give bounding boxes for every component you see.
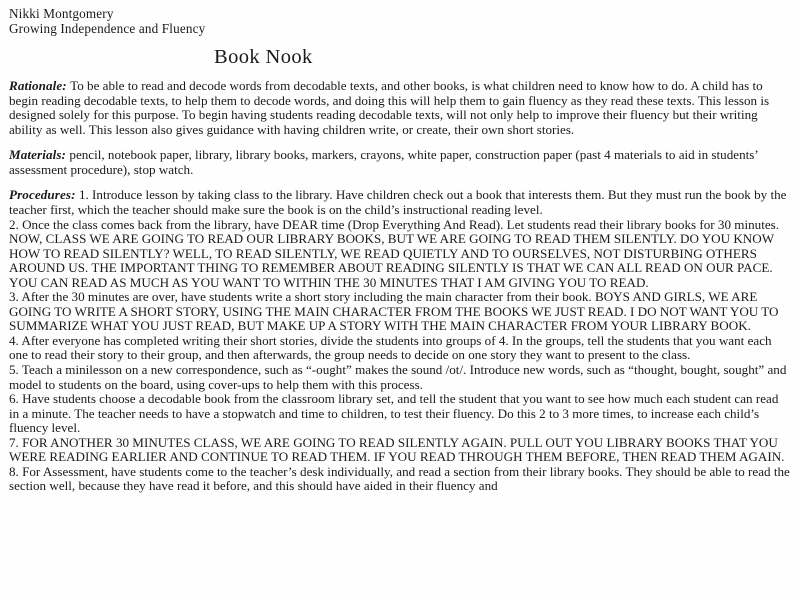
procedures-section [9,188,790,493]
materials-label: Materials: [9,147,67,163]
procedures-list [9,188,790,493]
course-name: Growing Independence and Fluency [9,20,206,36]
procedures-step-8: 8. For Assessment, have students come to the teacher’s desk individually, and read a section from their library books. They should be able to read the section well, because they have read it before, and this should have aided in their fluency and [9,463,790,494]
page-title: Book Nook [214,46,313,69]
author-name: Nikki Montgomery [9,6,114,21]
materials-section [9,148,790,177]
procedures-step-7: 7. FOR ANOTHER 30 MINUTES CLASS, WE ARE GOING TO READ SILENTLY AGAIN. PULL OUT YOU LIBRARY BOOKS THAT YOU WERE READING EARLIER AND CONTINUE TO READ THEM. IF YOU READ THROUGH THEM BEFORE, THEN READ THEM AGAIN. [9,434,785,465]
rationale-body: To be able to read and decode words from decodable texts, and other books, is what children need to know how to do. A child has to begin reading decodable texts, to help them to decode words, and doing this will help them to gain fluency as they read these texts. This lesson is designed solely for this purpose. To begin having students reading decodable texts, will not only help to improve their fluency but their writing ability as well. This lesson also gives guidance with having children write, or create, their own short stories. [9,78,770,137]
rationale-label: Rationale: [9,78,67,94]
procedures-step-1-text: 1. Introduce lesson by taking class to the library. Have children check out a book that interests them. But they must run the book by the teacher first, which the teacher should make sure the book is on the child’s instructional reading level. [9,187,787,218]
procedures-step-6: 6. Have students choose a decodable book from the classroom library set, and tell the student that you want to see how much each student can read in a minute. The teacher needs to have a stopwatch and time to children, to test their fluency. Do this 2 to 3 more times, to increase each child’s fluency level. [9,391,779,436]
procedures-step-2: 2. Once the class comes back from the library, have DEAR time (Drop Everything And Read). Let students read their library books for 30 minutes. NOW, CLASS WE ARE GOING TO READ OUR LIBRARY BOOKS, BUT WE ARE GOING TO READ THEM SILENTLY. DO YOU KNOW HOW TO READ SILENTLY? WELL, TO READ SILENTLY, WE READ QUIETLY AND TO OURSELVES, NOT DISTURBING OTHERS AROUND US. THE IMPORTANT THING TO REMEMBER ABOUT READING SILENTLY IS THAT WE CAN ALL READ ON OUR PACE. YOU CAN READ AS MUCH AS YOU WANT TO WITHIN THE 30 MINUTES THAT I AM GIVING YOU TO READ. [9,216,780,290]
procedures-label: Procedures: [9,187,76,203]
procedures-step-3: 3. After the 30 minutes are over, have students write a short story including the main character from their book. BOYS AND GIRLS, WE ARE GOING TO WRITE A SHORT STORY, USING THE MAIN CHARACTER FROM THE BOOKS WE JUST READ. I DO NOT WANT YOU TO SUMMARIZE WHAT YOU JUST READ, BUT MAKE UP A STORY WITH THE MAIN CHARACTER FROM YOUR LIBRARY BOOK. [9,289,779,334]
procedures-step-4: 4. After everyone has completed writing their short stories, divide the students into groups of 4. In the groups, tell the students that you want each one to read their story to their group, and then afterwards, the group needs to decide on one story they want to present to the class. [9,332,772,363]
procedures-step-1 [9,188,790,217]
document-byline [9,7,790,36]
procedures-step-5: 5. Teach a minilesson on a new correspondence, such as “-ought” makes the sound /ot/. Introduce new words, such as “thought, bought, sought” and model to students on the board, using cover-ups to help them with this process. [9,362,787,392]
rationale-section [9,79,790,137]
materials-body: pencil, notebook paper, library, library books, markers, crayons, white paper, construction paper (past 4 materials to aid in students’ assessment procedure), stop watch. [9,147,758,177]
